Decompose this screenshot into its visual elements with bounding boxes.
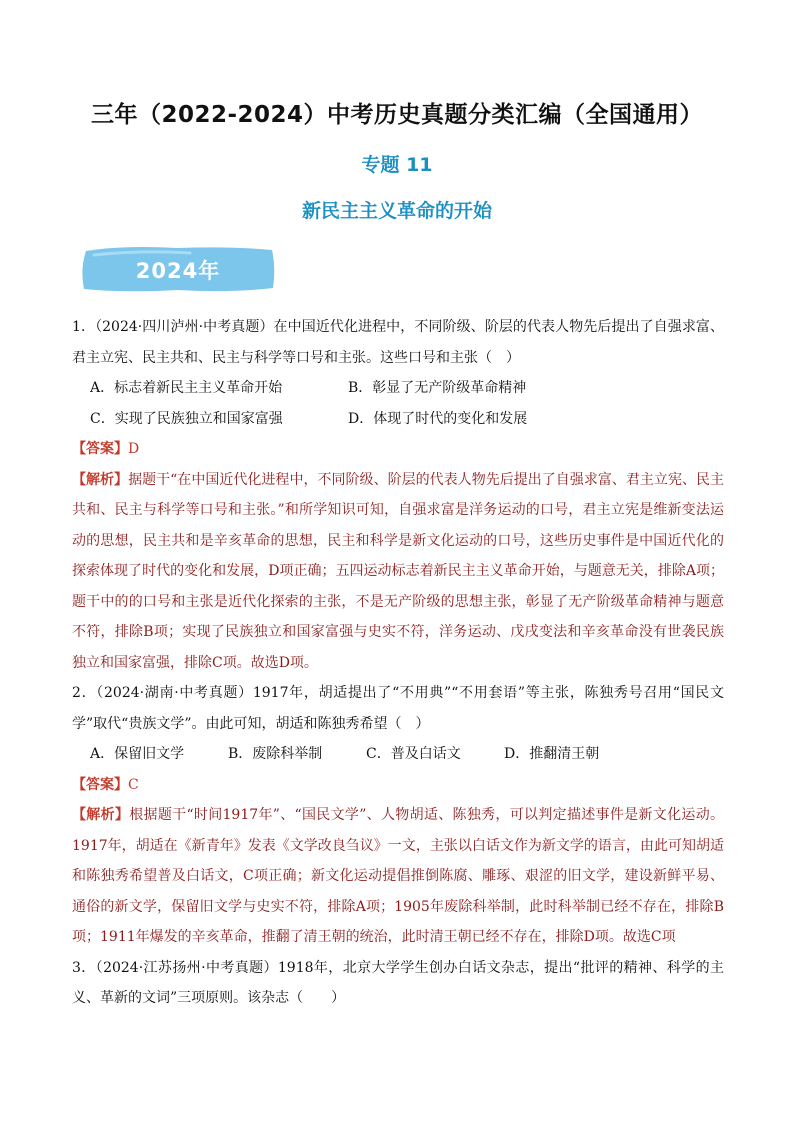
topic-number: 专题 11 [361,154,433,176]
option-c: C．实现了民族独立和国家富强 [90,410,283,427]
question-stem: 2．（2024·湖南·中考真题）1917年，胡适提出了“不用典”“不用套语”等主张，陈独秀号召用“国民文学”取代“贵族文学”。由此可知，胡适和陈独秀希望（ ） [72,685,724,732]
explanation-label: 【解析】 [72,807,130,823]
explanation-text: 根据题干“时间1917年”、“国民文学”、人物胡适、陈独秀，可以判定描述事件是新文化运动。1917年，胡适在《新青年》发表《文学改良刍议》一文，主张以白话文作为新文学的语言，由此可知胡适和陈独秀希望普及白话文，C项正确；新文化运动提倡推倒陈腐、雕琢、艰涩的旧文学，建设新鲜平易、通俗的新文学，保留旧文学与史实不符，排除A项；1905年废除科举制，此时科举制已经不存在，排除B项；1911年爆发的辛亥革命，推翻了清王朝的统治，此时清王朝已经不存在，排除D项。故选C项 [72,807,725,945]
option-a: A．标志着新民主主义革命开始 [90,380,283,396]
option-c: C．普及白话文 [366,746,461,762]
question-stem: 1．（2024·四川泸州·中考真题）在中国近代化进程中，不同阶级、阶层的代表人物先后提出了自强求富、君主立宪、民主共和、民主与科学等口号和主张。这些口号和主张（ ） [72,319,724,366]
question-list [72,312,724,1014]
option-row [90,373,724,404]
answer-line [72,434,724,465]
answer-line [72,770,724,801]
year-badge [80,244,276,294]
option-row [90,739,724,770]
question-stem: 3．（2024·江苏扬州·中考真题）1918年，北京大学学生创办白话文杂志，提出“批评的精神、科学的主义、革新的文词”三项原则。该杂志（ ） [72,959,724,1006]
option-d: D．体现了时代的变化和发展 [348,410,528,427]
question-item [72,953,724,1014]
option-d: D．推翻清王朝 [504,746,600,762]
option-b: B．废除科举制 [228,746,323,762]
topic-name: 新民主主义革命的开始 [301,200,492,222]
year-badge-label: 2024年 [135,259,221,283]
option-b: B．彰显了无产阶级革命精神 [348,380,527,396]
answer-label: 【答案】 [72,776,128,793]
answer-label: 【答案】 [72,441,128,457]
question-item [72,312,724,678]
question-item [72,678,724,953]
option-a: A．保留旧文学 [90,746,185,762]
explanation-text: 据题干“在中国近代化进程中，不同阶级、阶层的代表人物先后提出了自强求富、君主立宪、民主共和、民主与科学等口号和主张。”和所学知识可知，自强求富是洋务运动的口号，君主立宪是维新变法运动的思想，民主共和是辛亥革命的思想，民主和科学是新文化运动的口号，这些历史事件是中国近代化的探索体现了时代的变化和发展，D项正确；五四运动标志着新民主主义革命开始，与题意无关，排除A项；题干中的的口号和主张是近代化探索的主张，不是无产阶级的思想主张，彰显了无产阶级革命精神与题意不符，排除B项；实现了民族独立和国家富强与史实不符，洋务运动、戊戌变法和辛亥革命没有世袭民族独立和国家富强，排除C项。故选D项。 [72,471,725,671]
option-row [90,404,724,435]
explanation [72,465,724,679]
explanation-label: 【解析】 [72,471,129,488]
document-title: 三年（2022-2024）中考历史真题分类汇编（全国通用） [90,102,704,128]
answer-value: C [128,776,139,793]
answer-value: D [128,441,140,457]
explanation [72,800,724,953]
